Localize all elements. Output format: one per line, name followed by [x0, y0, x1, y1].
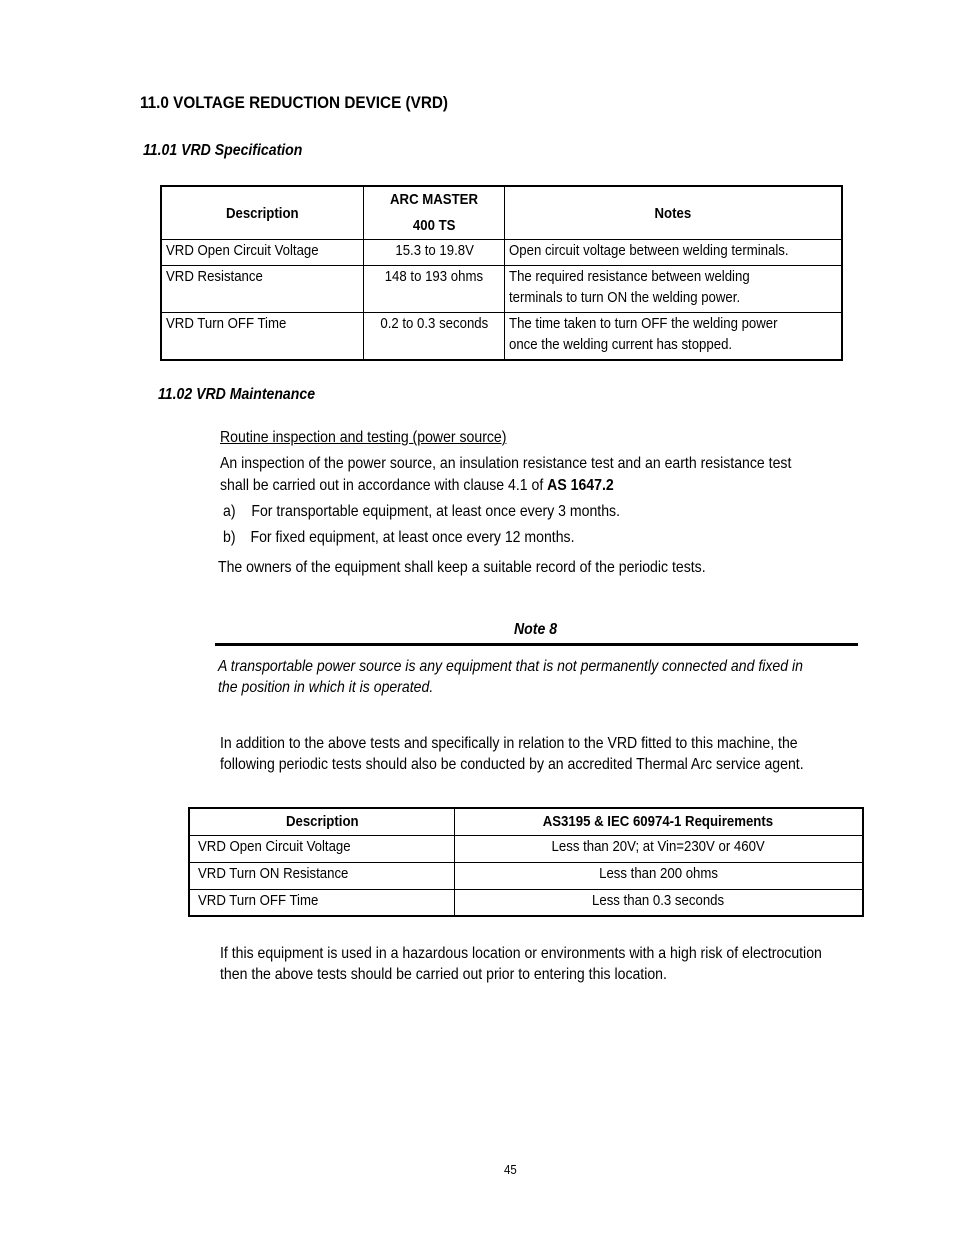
- spec-header-row: [161, 186, 842, 240]
- list-marker: b): [223, 529, 236, 546]
- spec-cell-description: VRD Open Circuit Voltage: [161, 240, 364, 266]
- table-row: [161, 313, 842, 360]
- req-header-description: Description: [189, 808, 454, 835]
- list-marker: a): [223, 503, 236, 520]
- spec-cell-notes: The time taken to turn OFF the welding power once the welding current has stopped.: [505, 313, 843, 360]
- routine-title: Routine inspection and testing (power source): [220, 429, 507, 446]
- spec-cell-value: 0.2 to 0.3 seconds: [364, 313, 505, 360]
- req-cell-requirement: Less than 20V; at Vin=230V or 460V: [454, 835, 863, 862]
- table-row: [161, 266, 842, 313]
- spec-heading: 11.01 VRD Specification: [143, 142, 303, 159]
- note-divider: [215, 643, 858, 646]
- req-cell-description: VRD Turn OFF Time: [189, 889, 454, 916]
- req-cell-requirement: Less than 0.3 seconds: [454, 889, 863, 916]
- vrd-spec-table: [160, 185, 843, 361]
- table-row: [189, 835, 863, 862]
- spec-cell-notes: The required resistance between welding terminals to turn ON the welding power.: [505, 266, 843, 313]
- section-title: 11.0 VOLTAGE REDUCTION DEVICE (VRD): [140, 93, 449, 112]
- note-line1: A transportable power source is any equipment that is not permanently connected and fixed in: [218, 658, 803, 675]
- owners-text: The owners of the equipment shall keep a suitable record of the periodic tests.: [218, 559, 706, 576]
- spec-header-description: Description: [161, 186, 364, 240]
- model-line1: ARC MASTER: [390, 191, 479, 208]
- req-cell-description: VRD Turn ON Resistance: [189, 862, 454, 889]
- req-cell-description: VRD Open Circuit Voltage: [189, 835, 454, 862]
- table-row: [161, 240, 842, 266]
- hazard-line1: If this equipment is used in a hazardous location or environments with a high risk of electrocution: [220, 945, 822, 962]
- requirements-header-row: [189, 808, 863, 835]
- maintenance-heading: 11.02 VRD Maintenance: [158, 386, 316, 403]
- hazard-line2: then the above tests should be carried out prior to entering this location.: [220, 966, 667, 983]
- req-header-requirement: AS3195 & IEC 60974-1 Requirements: [454, 808, 863, 835]
- table-row: [189, 889, 863, 916]
- note-title: Note 8: [514, 621, 558, 638]
- table-row: [189, 862, 863, 889]
- list-text: For fixed equipment, at least once every 12 months.: [250, 529, 575, 546]
- list-item: [223, 501, 620, 523]
- intro-line2: shall be carried out in accordance with clause 4.1 of AS 1647.2: [220, 477, 614, 494]
- note-line2: the position in which it is operated.: [218, 679, 434, 696]
- page-number: 45: [504, 1162, 517, 1177]
- list-text: For transportable equipment, at least once every 3 months.: [251, 503, 620, 520]
- spec-cell-value: 148 to 193 ohms: [364, 266, 505, 313]
- req-cell-requirement: Less than 200 ohms: [454, 862, 863, 889]
- intro-line1: An inspection of the power source, an insulation resistance test and an earth resistance test: [220, 455, 792, 472]
- additional-line1: In addition to the above tests and specifically in relation to the VRD fitted to this machine, the: [220, 735, 798, 752]
- spec-cell-description: VRD Turn OFF Time: [161, 313, 364, 360]
- spec-header-model: [364, 186, 505, 240]
- model-line2: 400 TS: [412, 217, 456, 234]
- spec-header-notes: Notes: [505, 186, 843, 240]
- list-item: [223, 527, 575, 549]
- requirements-table: [188, 807, 864, 917]
- spec-cell-description: VRD Resistance: [161, 266, 364, 313]
- additional-line2: following periodic tests should also be conducted by an accredited Thermal Arc service agent.: [220, 756, 804, 773]
- spec-cell-notes: Open circuit voltage between welding terminals.: [505, 240, 843, 266]
- spec-cell-value: 15.3 to 19.8V: [364, 240, 505, 266]
- standard-reference: AS 1647.2: [547, 477, 614, 494]
